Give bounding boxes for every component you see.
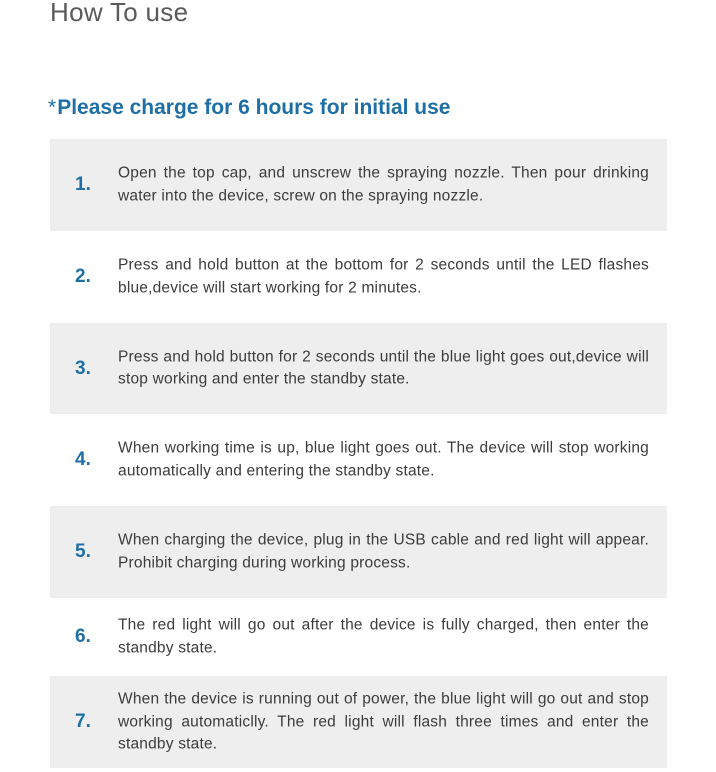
step-item — [50, 598, 667, 676]
step-number: 5. — [75, 541, 91, 562]
step-number: 3. — [75, 357, 91, 379]
step-item — [50, 676, 667, 768]
step-item — [50, 323, 667, 414]
charge-notice — [48, 96, 450, 120]
step-number: 1. — [75, 174, 91, 195]
step-text: When working time is up, blue light goes out. The device will stop working automatically and entering the standby state. — [118, 439, 649, 479]
step-number: 7. — [75, 711, 91, 732]
asterisk-icon: * — [48, 96, 57, 119]
step-item — [50, 506, 667, 598]
step-text: Press and hold button for 2 seconds until the blue light goes out,device will stop working and enter the standby state. — [118, 348, 649, 388]
step-text: The red light will go out after the device is fully charged, then enter the standby state. — [118, 616, 649, 656]
step-item — [50, 139, 667, 231]
step-number: 4. — [75, 449, 91, 470]
page-title: How To use — [50, 0, 189, 27]
step-number: 6. — [75, 626, 91, 647]
step-text: When charging the device, plug in the USB cable and red light will appear. Prohibit charging during working process. — [118, 531, 649, 571]
step-number: 2. — [75, 266, 91, 287]
step-text: Open the top cap, and unscrew the spraying nozzle. Then pour drinking water into the device, screw on the spraying nozzle. — [118, 164, 649, 204]
charge-notice-text: Please charge for 6 hours for initial use — [57, 96, 451, 119]
step-item — [50, 231, 667, 323]
step-text: Press and hold button at the bottom for 2 seconds until the LED flashes blue,device will start working for 2 minutes. — [118, 256, 649, 296]
step-text: When the device is running out of power, the blue light will go out and stop working automaticlly. The red light will flash three times and enter the standby state. — [118, 690, 649, 753]
step-item — [50, 414, 667, 506]
